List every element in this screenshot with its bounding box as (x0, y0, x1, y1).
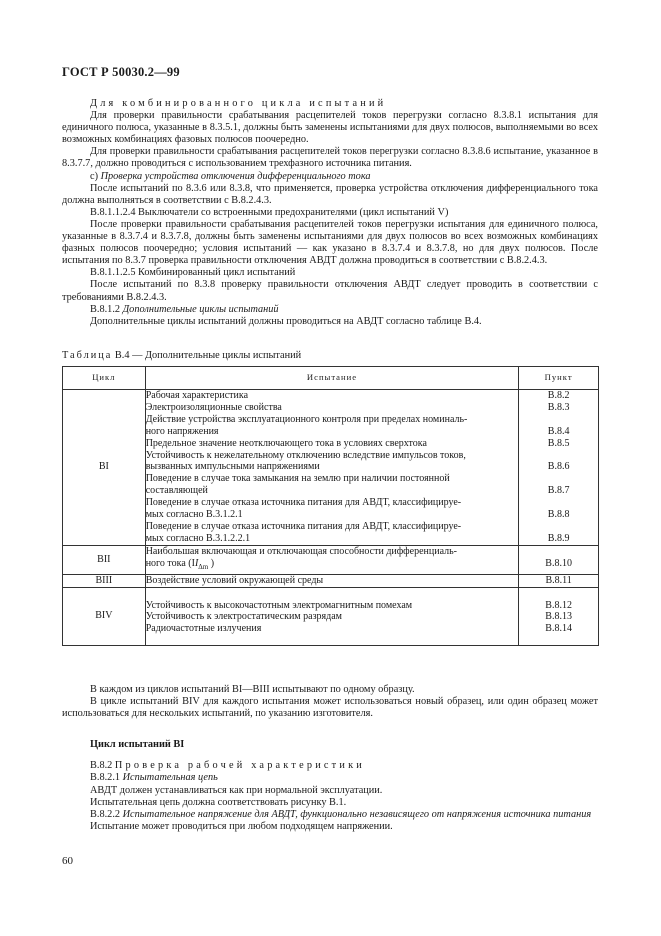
current-symbol: $I_{\Delta m}$ (194, 557, 209, 571)
body-text-after-table (62, 684, 598, 833)
table-cell-tests: Устойчивость к высокочастотным электромагнитным помехам Устойчивость к электростатическим разрядам Радиочастотные излучения (145, 587, 519, 646)
clause-heading: В.8.1.1.2.5 Комбинированный цикл испытаний (90, 267, 296, 279)
table-header-row (63, 367, 599, 390)
table-row (63, 390, 599, 546)
document-header: ГОСТ Р 50030.2—99 (62, 65, 180, 79)
subclause-c: с) Проверка устройства отключения дифференциального тока (90, 170, 371, 182)
paragraph: Для проверки правильности срабатывания расцепителей токов перегрузки согласно 8.3.8.1 испытания для единичного полюса, указанные в 8.3.5.1, должны быть заменены испытаниями для двух полюсов, выполняемыми во всех возможных комбинациях фазовых полюсов поочередно. (62, 110, 598, 146)
table-cell-points: В.8.12 В.8.13 В.8.14 (519, 587, 599, 646)
table-b4 (62, 366, 599, 646)
paragraph: Испытательная цепь должна соответствовать рисунку В.1. (90, 796, 347, 808)
paragraph: В цикле испытаний BIV для каждого испытания может использоваться новый образец, или один образец может использоваться для нескольких испытаний, по указанию изготовителя. (62, 696, 598, 720)
paragraph-heading-combined-cycle: Для комбинированного цикла испытаний (90, 98, 387, 109)
table-cell-points: В.8.10 (519, 545, 599, 574)
table-cell-tests: Воздействие условий окружающей среды (145, 574, 519, 587)
section-heading-cycle-bi: Цикл испытаний BI (90, 739, 185, 751)
table-cell-cycle: BIII (63, 574, 146, 587)
table-cell-tests: Рабочая характеристика Электроизоляционные свойства Действие устройства эксплуатационного контроля при пределах номиналь- ного напряжения Предельное значение неотключающего тока в условиях сверхтока Устойчивость к нежелательному отключению вследствие импульсов токов, вызванных импульсными напряжениями Поведение в случае тока замыкания на землю при наличии постоянной составляющей Поведение в случае отказа источника питания для АВДТ, классифицируе- мых согласно В.3.1.2.1 Поведение в случае отказа источника питания для АВДТ, классифицируе- мых согласно В.3.1.2.2.1 (145, 390, 519, 546)
clause-heading-b821: В.8.2.1 Испытательная цепь (90, 772, 218, 784)
table-cell-tests: Наибольшая включающая и отключающая способности дифференциаль- ного тока ($II_{\Delta m}$ ) (145, 545, 519, 574)
paragraph: Дополнительные циклы испытаний должны проводиться на АВДТ согласно таблице В.4. (90, 315, 482, 327)
clause-heading: В.8.1.1.2.4 Выключатели со встроенными предохранителями (цикл испытаний V) (90, 206, 449, 218)
table-header-test: Испытание (145, 367, 519, 390)
clause-heading-b822: В.8.2.2 Испытательное напряжение для АВДТ, функционально независящего от напряжения источника питания (90, 808, 592, 820)
subclause-c-title: Проверка устройства отключения дифференциального тока (100, 170, 371, 182)
clause-heading-b82: В.8.2 Проверка рабочей характеристики (90, 760, 365, 772)
paragraph: Для проверки правильности срабатывания расцепителей токов перегрузки согласно 8.3.8.6 испытание, указанное в 8.3.7.7, должно проводиться с использованием трехфазного источника питания. (62, 146, 598, 170)
table-cell-cycle: BI (63, 390, 146, 546)
table-row (63, 574, 599, 587)
table-cell-points: В.8.11 (519, 574, 599, 587)
paragraph: После испытаний по 8.3.8 проверку правильности отключения АВДТ следует проводить в соответствии с требованиями В.8.2.4.3. (62, 279, 598, 303)
table-row (63, 545, 599, 574)
paragraph: Испытание может проводиться при любом подходящем напряжении. (90, 820, 393, 832)
paragraph: После испытаний по 8.3.6 или 8.3.8, что применяется, проверка устройства отключения дифференциального тока должна выполняться в соответствии с В.8.2.4.3. (62, 182, 598, 206)
table-cell-points: В.8.2 В.8.3 В.8.4 В.8.5 В.8.6 В.8.7 В.8.8 В.8.9 (519, 390, 599, 546)
body-text (62, 98, 598, 328)
page-number: 60 (62, 855, 73, 867)
paragraph: АВДТ должен устанавливаться как при нормальной эксплуатации. (90, 784, 383, 796)
table-row (63, 587, 599, 646)
table-cell-cycle: BIV (63, 587, 146, 646)
clause-heading-b812: В.8.1.2 Дополнительные циклы испытаний (90, 303, 279, 315)
table-title: Таблица В.4 — Дополнительные циклы испытаний (62, 350, 302, 361)
paragraph: В каждом из циклов испытаний BI—BIII испытывают по одному образцу. (90, 684, 415, 695)
table-header-cycle: Цикл (63, 367, 146, 390)
paragraph: После проверки правильности срабатывания расцепителей токов перегрузки испытания для единичного полюса, указанные в 8.3.7.4 и 8.3.7.8, должны быть заменены испытаниями для двух полюсов во всех возможных комбинациях фазных полюсов поочередно; условия испытаний — как указано в 8.3.7.4 и 8.3.7.8, но для двух полюсов. После испытания по 8.3.7 проверка правильности отключения АВДТ должна проводиться в соответствии с В.8.2.4.3. (62, 218, 598, 267)
table-header-point: Пункт (519, 367, 599, 390)
table-cell-cycle: BII (63, 545, 146, 574)
